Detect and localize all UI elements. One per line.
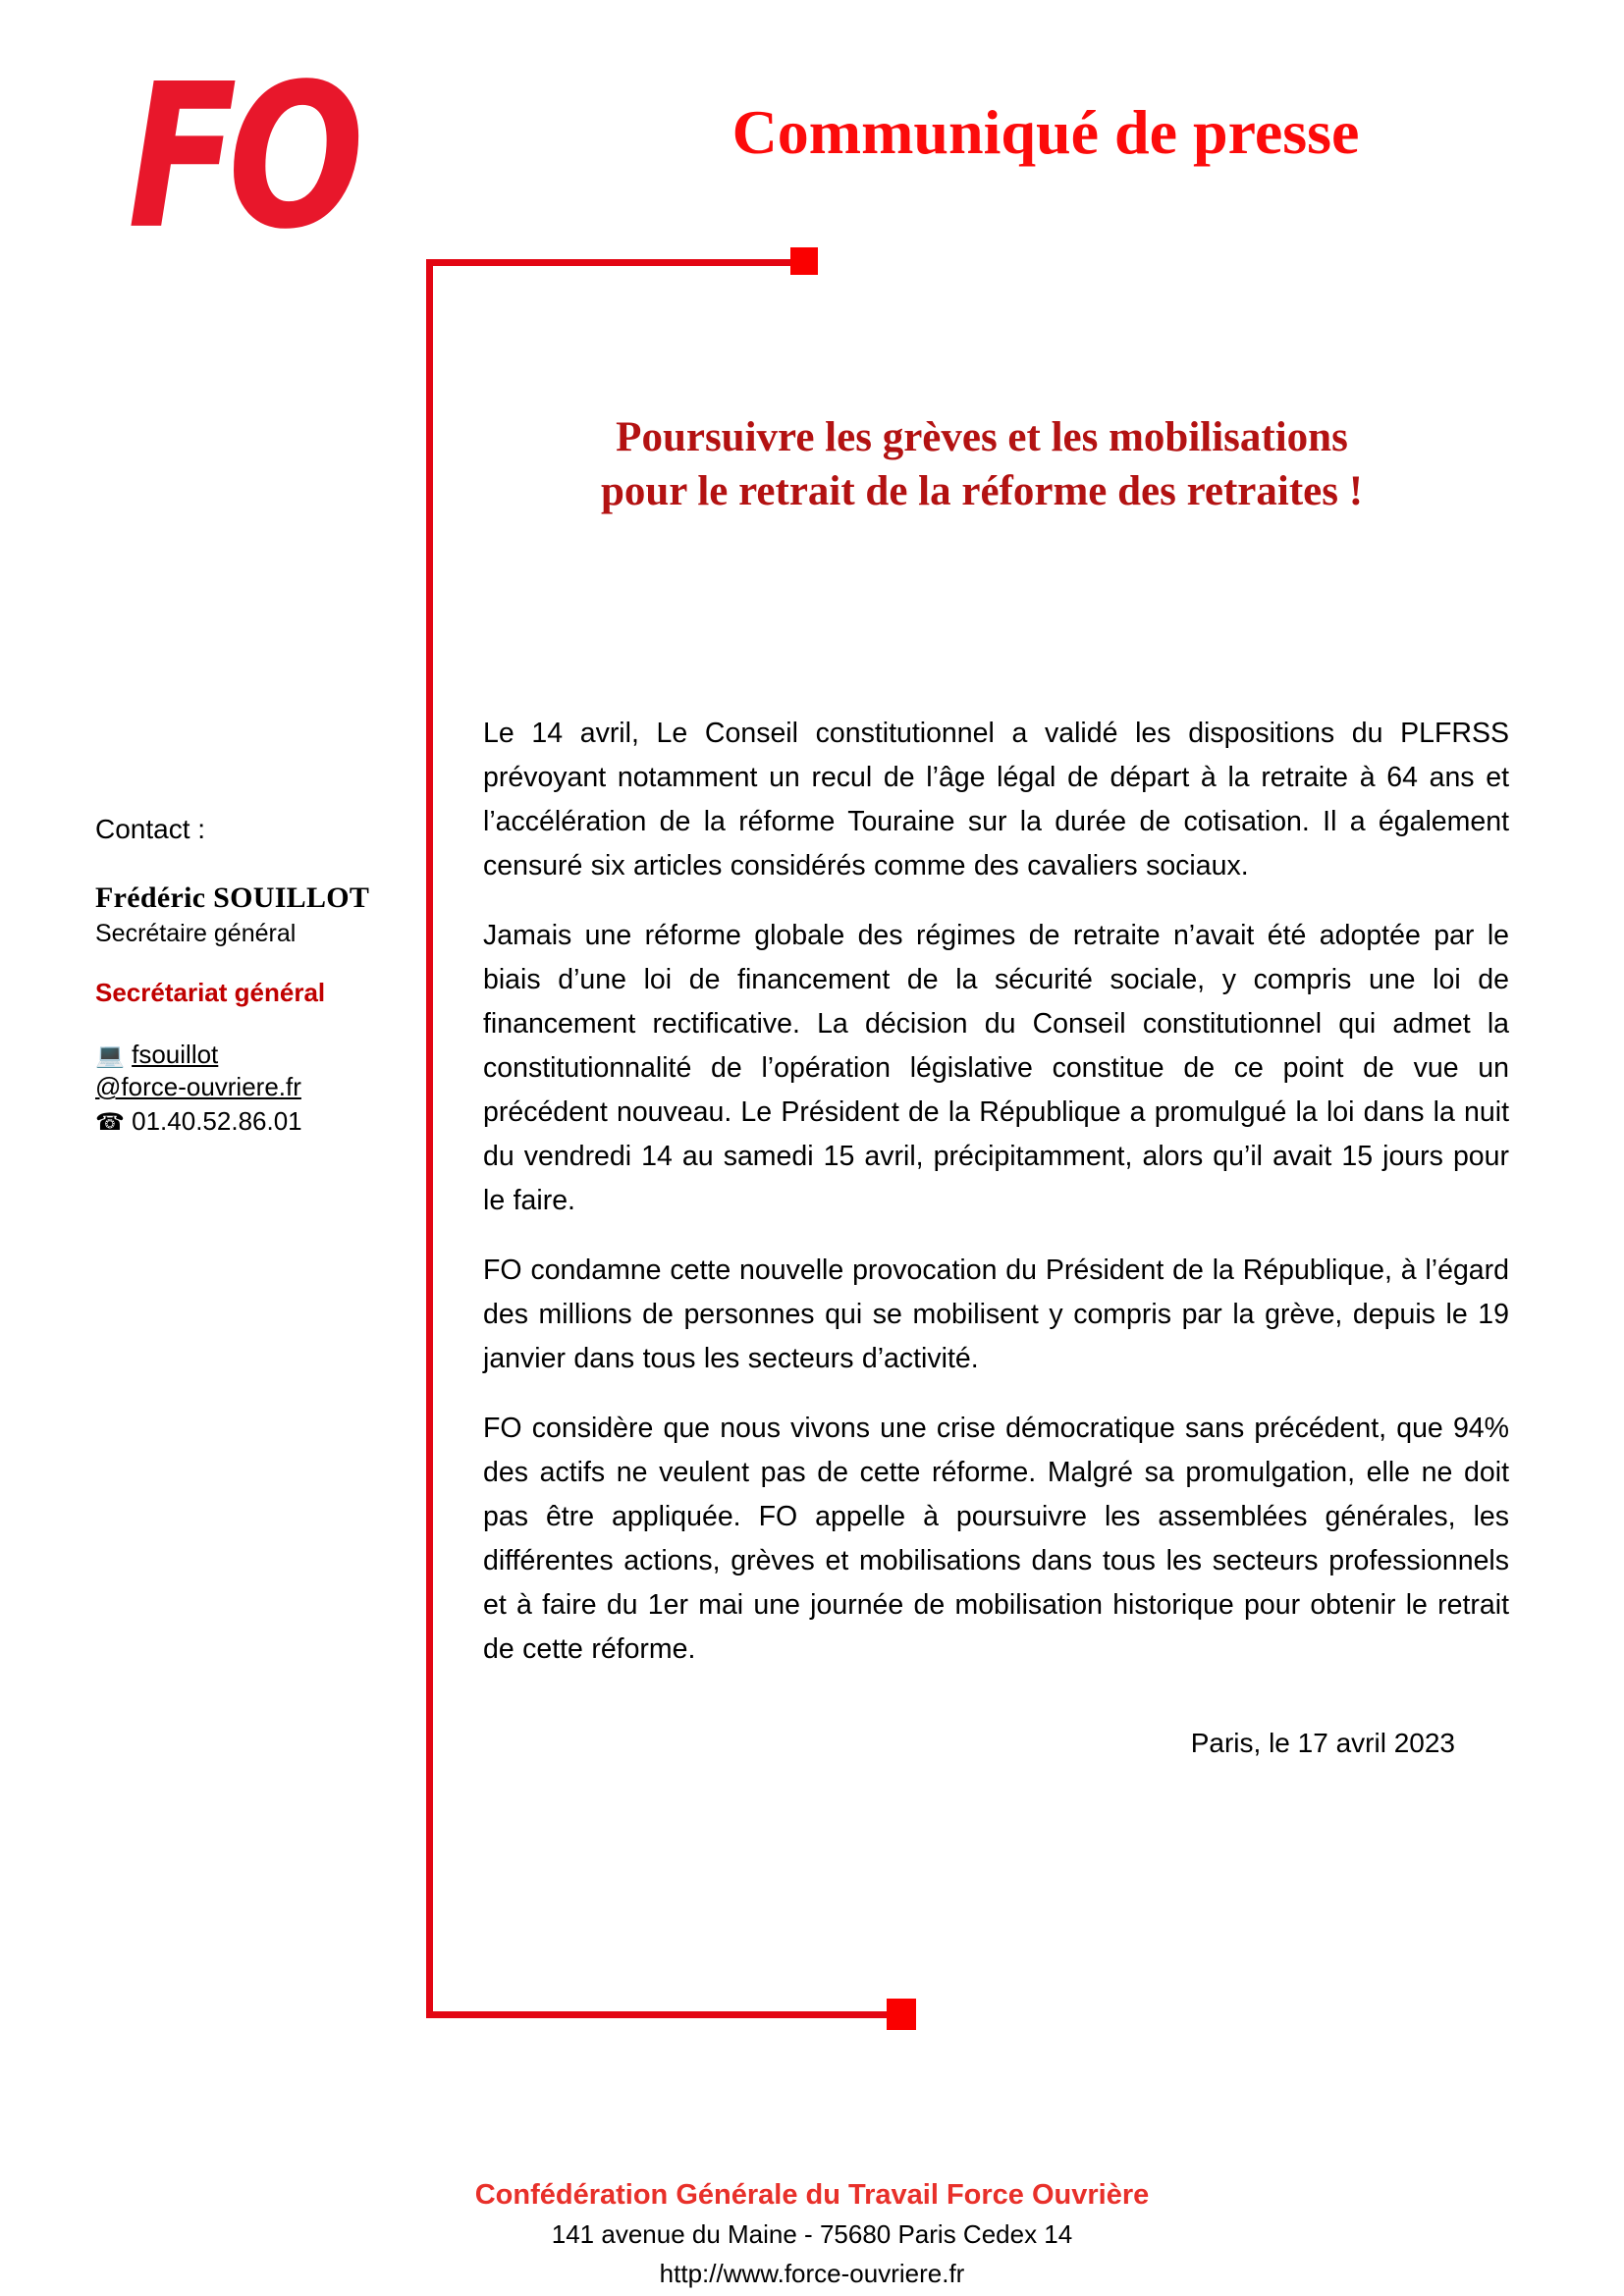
contact-name: Frédéric SOUILLOT	[95, 881, 370, 914]
contact-label: Contact :	[95, 814, 206, 844]
contact-block	[95, 813, 419, 1139]
contact-phone-number: 01.40.52.86.01	[132, 1106, 302, 1136]
body-paragraph: FO condamne cette nouvelle provocation du Président de la République, à l’égard des millions de personnes qui se mobilisent y compris par la grève, depuis le 19 janvier dans tous les secteurs d’activité.	[483, 1255, 1509, 1374]
body-paragraph: Le 14 avril, Le Conseil constitutionnel a validé les dispositions du PLFRSS prévoyant notamment un recul de l’âge légal de départ à la retraite à 64 ans et l’accélération de la réforme Touraine sur la durée de cotisation. Il a également censuré six articles considérés comme des cavaliers sociaux.	[483, 718, 1509, 881]
footer-organisation: Confédération Générale du Travail Force Ouvrière	[474, 2179, 1150, 2211]
computer-icon: 💻	[95, 1041, 125, 1069]
footer-url[interactable]: http://www.force-ouvriere.fr	[659, 2259, 965, 2288]
fo-logo	[128, 40, 355, 274]
footer	[0, 2175, 1624, 2293]
footer-address: 141 avenue du Maine - 75680 Paris Cedex 14	[551, 2219, 1073, 2249]
contact-email[interactable]	[95, 1039, 419, 1102]
contact-department: Secrétariat général	[95, 978, 326, 1007]
contact-phone	[95, 1104, 419, 1139]
body-paragraph: Jamais une réforme globale des régimes de retraite n’avait été adoptée par le biais d’une loi de financement de la sécurité sociale, y compris une loi de financement rectificative. La décision du Conseil constitutionnel qui admet la constitutionnalité de l’opération législative constitue de ce point de vue un précédent nouveau. Le Président de la République a promulgué la loi dans la nuit du vendredi 14 au samedi 15 avril, précipitamment, alors qu’il avait 15 jours pour le faire.	[483, 920, 1509, 1216]
bracket-top-square	[790, 247, 818, 275]
body-text	[483, 712, 1509, 1672]
telephone-icon: ☎	[95, 1108, 125, 1136]
subtitle-line-1: Poursuivre les grèves et les mobilisations	[616, 414, 1348, 460]
subtitle-line-2: pour le retrait de la réforme des retraites !	[600, 468, 1364, 514]
page-title: Communiqué de presse	[731, 97, 1360, 167]
bracket-bottom-line	[426, 2011, 895, 2018]
bracket-left-line	[426, 259, 433, 2018]
date-line: Paris, le 17 avril 2023	[1190, 1728, 1455, 1758]
body-paragraph: FO considère que nous vivons une crise démocratique sans précédent, que 94% des actifs ne veulent pas de cette réforme. Malgré sa promulgation, elle ne doit pas être appliquée. FO appelle à poursuivre les assemblées générales, les différentes actions, grèves et mobilisations dans tous les secteurs professionnels et à faire du 1er mai une journée de mobilisation historique pour obtenir le retrait de cette réforme.	[483, 1413, 1509, 1665]
document-subtitle	[491, 410, 1473, 518]
bracket-top-line	[426, 259, 797, 266]
contact-email-line-1[interactable]: fsouillot	[132, 1040, 219, 1069]
fo-logo-text: FO	[128, 40, 355, 274]
contact-email-line-2[interactable]: @force-ouvriere.fr	[95, 1072, 301, 1101]
contact-role: Secrétaire général	[95, 920, 297, 947]
bracket-bottom-square	[887, 1999, 916, 2030]
